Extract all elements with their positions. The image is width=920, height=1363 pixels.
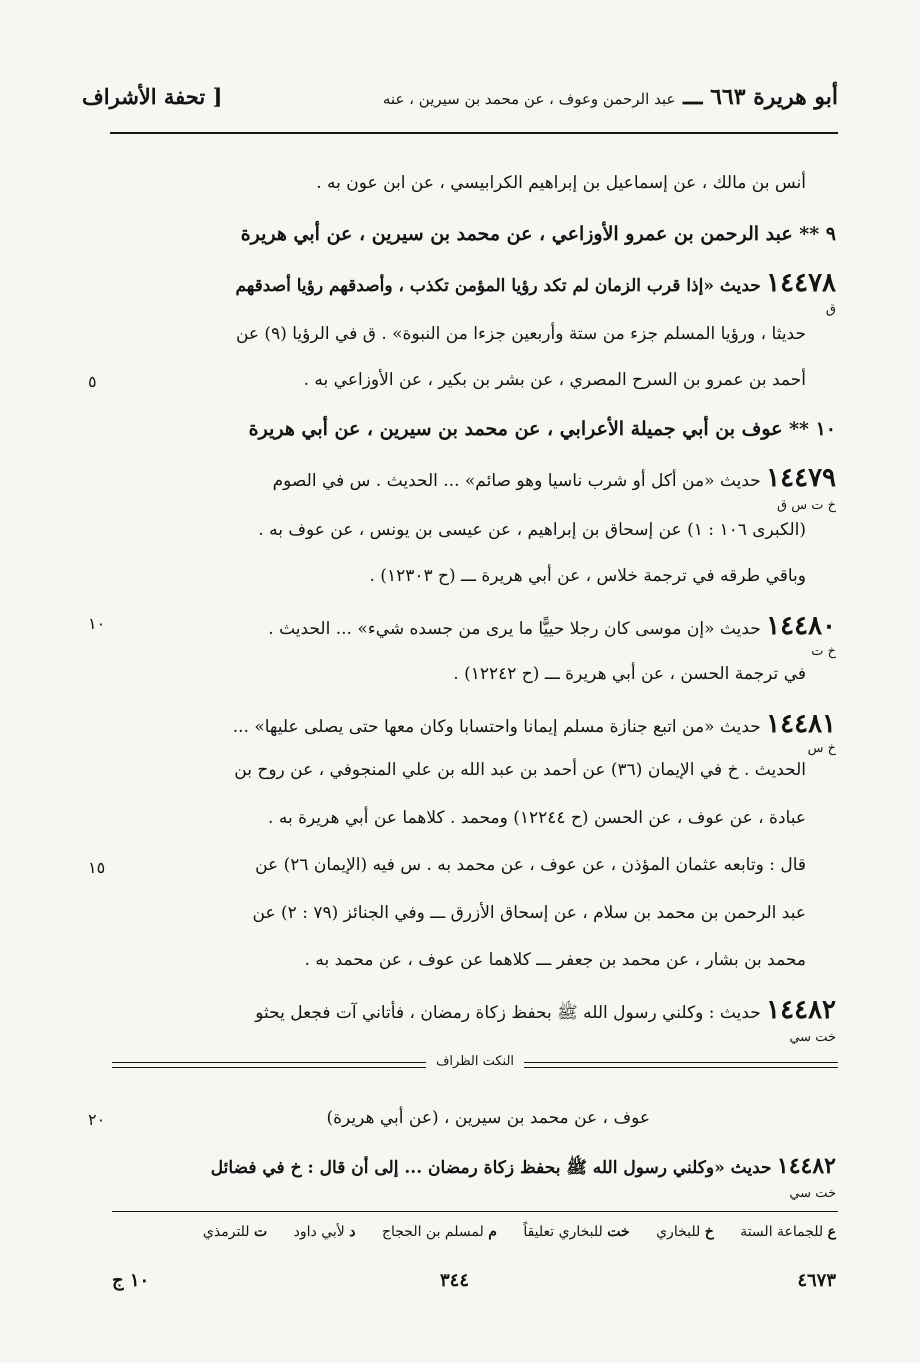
section-heading: ٩ ** عبد الرحمن بن عمرو الأوزاعي ، عن محمد بن سيرين ، عن أبي هريرة (240, 223, 836, 245)
hadith-number: ١٤٤٨٢ (766, 995, 836, 1025)
text-line: قال : وتابعه عثمان المؤذن ، عن عوف ، عن محمد به . س فيه (الإيمان ٢٦) عن (255, 855, 806, 875)
legend-item: خت للبخاري تعليقاً (523, 1224, 630, 1240)
hadith-entry (235, 268, 836, 298)
margin-line-number: ١٥ (88, 858, 106, 877)
nukat-entry (211, 1153, 836, 1182)
legend-item: ع للجماعة الستة (740, 1224, 836, 1240)
text-line: (الكبرى ١٠٦ : ١) عن إسحاق بن إبراهيم ، عن عيسى بن يونس ، عن عوف به . (258, 520, 806, 540)
hadith-sigla: ق (825, 302, 836, 317)
text-line: عبد الرحمن بن محمد بن سلام ، عن إسحاق الأزرق ـــ وفي الجنائز (٧٩ : ٢) عن (252, 903, 806, 923)
nukat-heading: عوف ، عن محمد بن سيرين ، (عن أبي هريرة) (326, 1108, 650, 1128)
volume-number: ١٠ ج (112, 1270, 150, 1291)
hadith-number: ١٤٤٨١ (766, 709, 836, 739)
margin-line-number: ٥ (88, 372, 97, 391)
text-line: في ترجمة الحسن ، عن أبي هريرة ـــ (ح ١٢٢٤٢) . (453, 664, 806, 684)
section-heading: ١٠ ** عوف بن أبي جميلة الأعرابي ، عن محمد بن سيرين ، عن أبي هريرة (248, 418, 836, 440)
entry-number: ٤٦٧٣ (797, 1270, 836, 1291)
page-number: ٣٤٤ (440, 1270, 470, 1291)
hadith-sigla: خ س (807, 741, 836, 756)
header-rule (110, 132, 838, 134)
hadith-number: ١٤٤٨٠ (766, 611, 836, 641)
hadith-text: حديث «إن موسى كان رجلا حييًّا ما يرى من جسده شيء» ... الحديث . (268, 619, 761, 639)
ornament-label: النكت الظراف (426, 1054, 524, 1069)
hadith-sigla: خت سي (789, 1186, 836, 1201)
margin-line-number: ١٠ (88, 614, 106, 633)
hadith-sigla: خ ت س ق (777, 498, 836, 513)
footer-rule (112, 1211, 838, 1212)
legend-item: خ للبخاري (656, 1224, 714, 1240)
text-line: أحمد بن عمرو بن السرح المصري ، عن بشر بن بكير ، عن الأوزاعي به . (303, 370, 806, 390)
header-title: أبو هريرة ٦٦٣ ـــ (683, 84, 838, 110)
header-subtitle: عبد الرحمن وعوف ، عن محمد بن سيرين ، عنه (382, 90, 676, 108)
hadith-number: ١٤٤٨٢ (776, 1153, 836, 1179)
margin-line-number: ٢٠ (88, 1110, 106, 1129)
hadith-entry (233, 709, 836, 739)
hadith-entry (273, 463, 836, 493)
legend-item: م لمسلم بن الحجاج (381, 1224, 497, 1240)
sigla-legend (181, 1224, 836, 1240)
hadith-text: حديث «من أكل أو شرب ناسيا وهو صائم» ... الحديث . س في الصوم (272, 471, 761, 491)
text-line: محمد بن بشار ، عن محمد بن جعفر ـــ كلاهما عن عوف ، عن محمد به . (304, 950, 806, 970)
text-line: الحديث . خ في الإيمان (٣٦) عن أحمد بن عبد الله بن علي المنجوفي ، عن روح بن (234, 760, 806, 780)
header-main (383, 84, 838, 110)
legend-item: ت للترمذي (202, 1224, 268, 1240)
hadith-text: حديث «وكلني رسول الله ﷺ بحفظ زكاة رمضان ... إلى أن قال : خ في فضائل (210, 1158, 772, 1178)
text-line: أنس بن مالك ، عن إسماعيل بن إبراهيم الكرابيسي ، عن ابن عون به . (316, 173, 806, 193)
hadith-number: ١٤٤٧٨ (766, 268, 836, 298)
running-header (82, 84, 838, 124)
hadith-sigla: خ ت (811, 644, 836, 659)
hadith-text: حديث : وكلني رسول الله ﷺ بحفظ زكاة رمضان ، فأتاني آت فجعل يحثو (255, 1003, 761, 1023)
hadith-entry (268, 611, 836, 641)
hadith-text: حديث «إذا قرب الزمان لم تكد رؤيا المؤمن تكذب ، وأصدقهم رؤيا أصدقهم (235, 276, 761, 296)
text-line: وباقي طرقه في ترجمة خلاس ، عن أبي هريرة ـــ (ح ١٢٣٠٣) . (369, 566, 806, 586)
legend-item: د لأبي داود (293, 1224, 356, 1240)
text-line: عبادة ، عن عوف ، عن الحسن (ح ١٢٢٤٤) ومحمد . كلاهما عن أبي هريرة به . (268, 808, 806, 828)
ornament-separator (112, 1050, 838, 1082)
header-book-title: [ تحفة الأشراف (82, 84, 223, 109)
text-line: حديثا ، ورؤيا المسلم جزء من ستة وأربعين جزءا من النبوة» . ق في الرؤيا (٩) عن (235, 324, 806, 344)
hadith-sigla: خت سي (789, 1030, 836, 1045)
hadith-number: ١٤٤٧٩ (766, 463, 836, 493)
hadith-entry (255, 995, 836, 1027)
hadith-text: حديث «من اتبع جنازة مسلم إيمانا واحتسابا وكان معها حتى يصلى عليها» ... (232, 717, 761, 737)
